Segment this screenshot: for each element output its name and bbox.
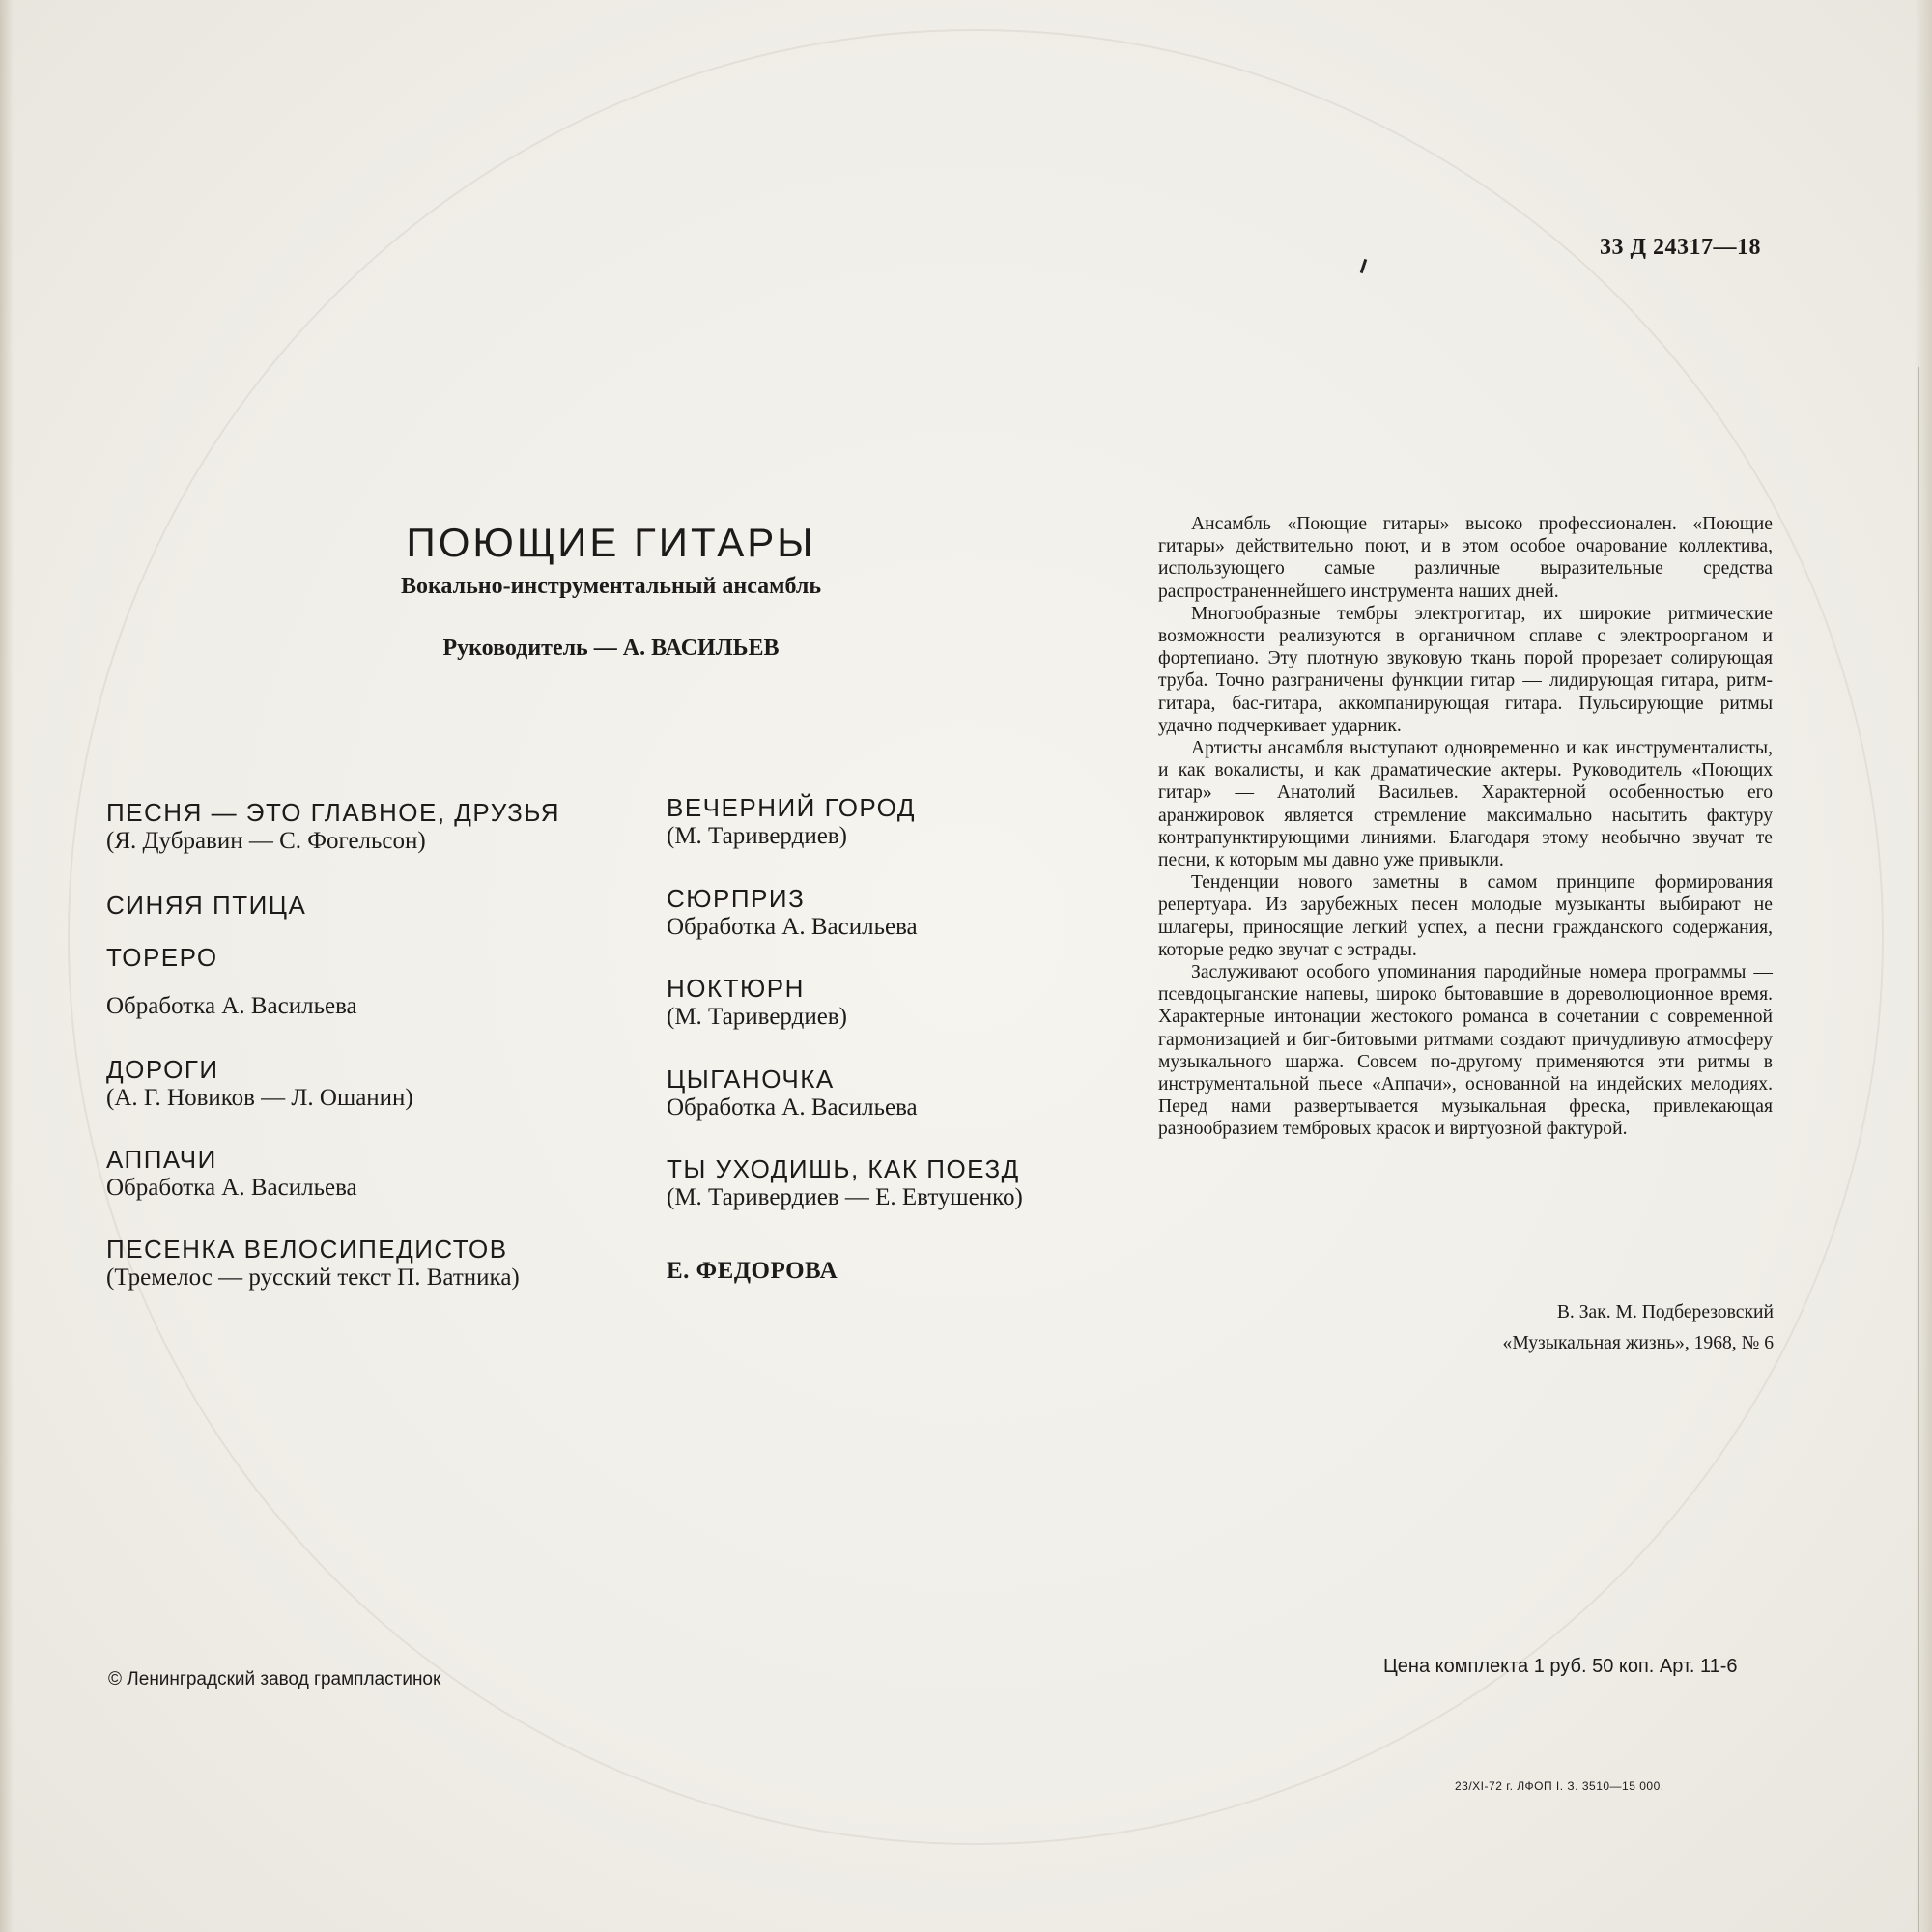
track-credit: (А. Г. Новиков — Л. Ошанин) [106,1085,413,1111]
track-credit: (М. Таривердиев) [667,1004,847,1030]
track-item [667,1065,918,1122]
track-item [106,1235,520,1293]
track-item [667,974,847,1032]
track-title: АППАЧИ [106,1145,217,1174]
track-title: ВЕЧЕРНИЙ ГОРОД [667,793,916,822]
track-item [106,943,218,972]
track-title: СИНЯЯ ПТИЦА [106,891,307,920]
track-title: ДОРОГИ [106,1055,219,1084]
track-credit: (М. Таривердиев) [667,823,847,849]
track-credit: Обработка А. Васильева [667,914,918,940]
album-subtitle: Вокально-инструментальный ансамбль [400,574,822,599]
singer-name: Е. ФЕДОРОВА [667,1258,838,1284]
track-title: ТЫ УХОДИШЬ, КАК ПОЕЗД [667,1154,1020,1183]
track-title: НОКТЮРН [667,974,805,1003]
track-credit: (М. Таривердиев — Е. Евтушенко) [667,1184,1023,1210]
track-item [667,884,918,942]
print-info: 23/XI-72 г. ЛФОП I. З. 3510—15 000. [1455,1779,1664,1793]
track-title: ПЕСЕНКА ВЕЛОСИПЕДИСТОВ [106,1235,508,1264]
liner-notes [1158,513,1773,1141]
liner-paragraph: Ансамбль «Поющие гитары» высоко профессионален. «Поющие гитары» действительно поют, и в этом особое очарование коллектива, использующего самые различные выразительные средства распространеннейшего инструмента наших дней. [1158,514,1773,602]
track-item [106,798,560,856]
track-title: ПЕСНЯ — ЭТО ГЛАВНОЕ, ДРУЗЬЯ [106,798,561,827]
ensemble-director: Руководитель — А. ВАСИЛЬЕВ [442,636,780,661]
track-title: СЮРПРИЗ [667,884,806,913]
liner-paragraph: Многообразные тембры электрогитар, их широкие ритмические возможности реализуются в органичном сплаве с электроорганом и фортепиано. Эту плотную звуковую ткань порой прорезает солирующая труба. Точно разграничены функции гитар — лидирующая гитара, ритм-гитара, бас-гитара, аккомпанирующая гитара. Пульсирующие ритмы удачно подчеркивает ударник. [1158,603,1773,736]
track-item [106,1055,413,1113]
track-item [106,1145,357,1203]
sleeve-fold-line [1918,367,1919,1932]
track-credit: Обработка А. Васильева [106,993,357,1019]
track-credit: Обработка А. Васильева [667,1094,918,1121]
track-title: ТОРЕРО [106,943,218,972]
article-authors: В. Зак. М. Подберезовский [1556,1302,1774,1322]
catalog-number: 33 Д 24317—18 [1600,235,1762,260]
price-label: Цена комплекта 1 руб. 50 коп. Арт. 11-6 [1383,1656,1738,1677]
liner-paragraph: Тенденции нового заметны в самом принципе формирования репертуара. Из зарубежных песен молодые музыканты выбирают не шлагеры, приносящие легкий успех, а песни гражданского содержания, которые редко звучат с эстрады. [1158,872,1773,960]
article-source: «Музыкальная жизнь», 1968, № 6 [1502,1333,1774,1353]
track-item [106,992,357,1021]
track-title: ЦЫГАНОЧКА [667,1065,835,1094]
track-item [667,1154,1023,1212]
sleeve-left-edge [0,0,14,1932]
track-credit: (Тремелос — русский текст П. Ватника) [106,1264,520,1291]
liner-paragraph: Заслуживают особого упоминания пародийные номера программы — псевдоцыганские напевы, широко бытовавшие в дореволюционное время. Характерные интонации жестокого романса в сочетании с современной гармонизацией и биг-битовыми ритмами создают причудливую атмосферу музыкального шаржа. Совсем по-другому применяются эти ритмы в инструментальной пьесе «Аппачи», основанной на индейских мелодиях. Перед нами развертывается музыкальная фреска, привлекающая разнообразием тембровых красок и виртуозной фактурой. [1158,962,1773,1140]
album-title: ПОЮЩИЕ ГИТАРЫ [406,520,816,565]
track-credit: (Я. Дубравин — С. Фогельсон) [106,828,426,854]
manufacturer-label: © Ленинградский завод грампластинок [108,1669,441,1690]
track-credit: Обработка А. Васильева [106,1175,357,1201]
track-item [667,793,916,851]
track-item [106,891,306,920]
liner-paragraph: Артисты ансамбля выступают одновременно и как инструменталисты, и как вокалисты, и как драматические актеры. Руководитель «Поющих гитар» — Анатолий Васильев. Характерной особенностью его аранжировок является стремление максимально насытить фактуру контрапунктирующими линиями. Благодаря этому необычно звучат те песни, к которым мы давно уже привыкли. [1158,738,1773,871]
